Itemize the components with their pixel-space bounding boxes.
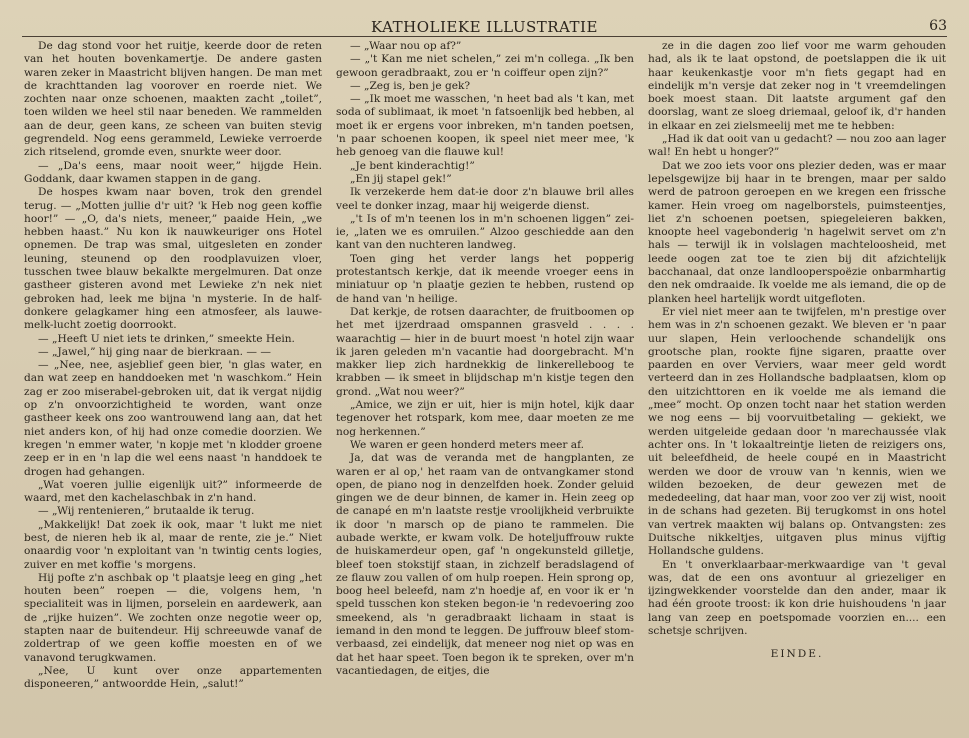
- column-3: [648, 40, 946, 734]
- paragraph: — „Ik moet me wasschen, 'n heet bad als 't kan, met soda of sublimaat, ik moet 'n fatsoenlijk bed hebben, al moet ik er ergens voor inbreken, m'n tanden poetsen, 'n paar schoenen koopen, ik speel niet meer mee, 'k heb genoeg van die flauwe kul!: [336, 93, 634, 159]
- paragraph: ze in die dagen zoo lief voor me warm gehouden had, als ik te laat opstond, de poetslappen die ik uit haar keukenkastje voor m'n fiets gegapt had en eindelijk m'n versje dat zeker nog in 't vreemdelingen boek moest staan. Dit laatste argument gaf den doorslag, want ze sloeg driemaal, geloof ik, d'r handen in elkaar en zei zielsmeelij met me te hebben:: [648, 40, 946, 132]
- paragraph: Toen ging het verder langs het popperig protestantsch kerkje, dat ik meende vroeger eens in miniatuur op 'n plaatje gezien te hebben, rustend op de hand van 'n heilige.: [336, 252, 634, 305]
- paragraph: „Wat voeren jullie eigenlijk uit?” informeerde de waard, met den kachelaschbak in z'n hand.: [24, 478, 322, 505]
- paragraph: We waren er geen honderd meters meer af.: [350, 438, 585, 451]
- page-number: 63: [929, 18, 947, 34]
- paragraph: „Amice, we zijn er uit, hier is mijn hotel, kijk daar tegenover het rotspark, kom mee, daar moeten ze me nog herkennen.”: [336, 399, 634, 438]
- column-2: [336, 40, 634, 734]
- paragraph: „'t Is of m'n teenen los in m'n schoenen liggen” zei-ie, „laten we es omruilen.” Alzoo geschiedde aan den kant van den nuchteren landweg.: [336, 212, 634, 252]
- paragraph: En 't onverklaarbaar-merkwaardige van 't geval was, dat de een ons avontuur al griezeliger en ijzingwekkender voorstelde dan den ander, maar ik had één groote troost: ik kon drie huishoudens 'n jaar lang van zeep en poetspomade voorzien en.... een schetsje schrijven.: [648, 558, 946, 638]
- paragraph: „Makkelijk! Dat zoek ik ook, maar 't lukt me niet best, de nieren heb ik al, maar de rente, zie je.” Niet onaardig voor 'n exploitant van 'n twintig cents logies, zuiver en met koffie 's morgens.: [24, 518, 322, 571]
- paragraph: „Nee, U kunt over onze appartementen disponeeren,” antwoordde Hein, „salut!”: [24, 664, 322, 691]
- paragraph: Ja, dat was de veranda met de hangplanten, ze waren er al op,' het raam van de ontvangkamer stond open, de piano nog in denzelfden hoek. Zonder geluid gingen we de deur binnen, de kamer in. Hein zeeg op de canapé en m'n laatste restje vroolijkheid verbruikte ik door 'n marsch op de piano te rammelen. Die aubade werkte, er kwam volk. De hoteljuffrouw rukte de huiskamerdeur open, gaf 'n ongekunsteld gilletje, bleef toen stokstijf staan, in zichzelf beradslagend of ze flauw zou vallen of om hulp roepen. Hein sprong op, boog heel beleefd, nam z'n hoedje af, en voor ik er 'n speld tusschen kon steken begon-ie 'n redevoering zoo smeekend, als 'n geradbraakt lichaam in staat is iemand in den mond te leggen. De juffrouw bleef stom-verbaasd, zei eindelijk, dat meneer nog niet op was en dat het haar speet. Toen begon ik te spreken, over m'n vacantiedagen, de eitjes, die: [336, 452, 634, 677]
- paragraph: — „Da's eens, maar nooit weer,” hijgde Hein. Goddank, daar kwamen stappen in de gang.: [24, 159, 322, 185]
- text-columns: [24, 40, 946, 734]
- paragraph: De hospes kwam naar boven, trok den grendel terug. — „Motten jullie d'r uit? 'k Heb nog geen koffie hoor!” — „O, da's niets, meneer,” paaide Hein, „we hebben haast.” Nu kon ik nauwkeuriger ons Hotel opnemen. De trap was smal, uitgesleten en zonder leuning, steunend op den roodplavuizen vloer, tusschen twee blauw bekalkte mergelmuren. Dat onze gastheer gisteren avond met Lewieke z'n nek niet gebroken had, leek me bijna 'n mysterie. In de half-donkere gelagkamer hing een atmosfeer, als lauwe-melk-lucht zoetig doorrookt.: [24, 186, 322, 332]
- paragraph: Dat we zoo iets voor ons plezier deden, was er maar lepelsgewijze bij haar in te brengen, maar per saldo werd de patroon geroepen en we kregen een frissche kamer. Hein vroeg om nagelborstels, puimsteentjes, liet z'n schoenen poetsen, spiegeleieren bakken, knoopte heel vagebonderig 'n hagelwit servet om z'n hals — terwijl ik in volslagen machteloosheid, met leede oogen zat toe te zien bij dit afzichtelijk bacchanaal, dat onze landlooperspoëzie onbarmhartig den nek omdraaide. Ik voelde me als iemand, die op de planken heel hartelijk wordt uitgefloten.: [648, 159, 946, 305]
- paragraph: „Had ik dat ooit van u gedacht? — nou zoo aan lager wal! En hebt u honger?”: [648, 133, 946, 159]
- paragraph: Ik verzekerde hem dat-ie door z'n blauwe bril alles veel te donker inzag, maar hij weigerde dienst.: [336, 186, 634, 212]
- paragraph: — „Heeft U niet iets te drinken,” smeekte Hein.: [38, 332, 295, 345]
- paragraph: — „Nee, nee, asjeblief geen bier, 'n glas water, en dan wat zeep en handdoeken met 'n waschkom.” Hein zag er zoo miserabel-gebroken uit, dat ik vergat nijdig op z'n onvoorzichtigheid te worden, want onze gastheer keek ons zoo wantrouwend lang aan, dat het niet anders kon, of hij had onze comedie doorzien. We kregen 'n emmer water, 'n kopje met 'n klodder groene zeep er in en 'n lap die wel eens naast 'n handdoek te drogen had gehangen.: [24, 359, 322, 478]
- paragraph: „Je bent kinderachtig!”: [350, 159, 475, 172]
- end-mark: EINDE.: [770, 648, 824, 661]
- paragraph: Hij pofte z'n aschbak op 't plaatsje leeg en ging „het houten been” roepen — die, volgens hem, 'n specialiteit was in lijmen, porselein en aardewerk, aan de „rijke huizen”. We zochten onze negotie weer op, stapten naar de buitendeur. Hij schreeuwde vanaf de zoldertrap of we geen koffie moesten en of we vanavond terugkwamen.: [24, 571, 322, 664]
- header-rule: [22, 36, 947, 37]
- paragraph: — „Jawel,” hij ging naar de bierkraan. — —: [38, 345, 271, 358]
- paragraph: „En jij stapel gek!”: [350, 172, 452, 185]
- paragraph: — „Waar nou op af?”: [350, 40, 462, 52]
- page-header: [0, 0, 969, 36]
- paragraph: — „Wij rentenieren,” brutaalde ik terug.: [38, 505, 255, 518]
- paragraph: — „'t Kan me niet schelen,” zei m'n collega. „Ik ben gewoon geradbraakt, zou er 'n coiffeur open zijn?”: [336, 53, 634, 79]
- running-title: KATHOLIEKE ILLUSTRATIE: [371, 18, 598, 36]
- paragraph: De dag stond voor het ruitje, keerde door de reten van het houten bovenkamertje. De andere gasten waren zeker in Maastricht blijven hangen. De man met de krachttanden lag voorover en roerde niet. We zochten naar onze schoenen, maakten zacht „toilet”, toen wilden we heel stil naar beneden. We rammelden aan de deur, geen kans, ze scheen van buiten stevig gegrendeld. Nog eens gerammeld, Lewieke verroerde zich ritselend, gromde even, snurkte weer door.: [24, 40, 322, 159]
- column-1: [24, 40, 322, 734]
- paragraph: Dat kerkje, de rotsen daarachter, de fruitboomen op het met ijzerdraad omspannen grasveld . . . . waarachtig — hier in de buurt moest 'n hotel zijn waar ik jaren geleden m'n vacantie had doorgebracht. M'n makker liep zich hardnekkig de linkerelleboog te krabben — ik smeet in blijdschap m'n kistje tegen den grond. „Wat nou weer?”: [336, 305, 634, 398]
- paragraph: — „Zeg is, ben je gek?: [350, 79, 471, 92]
- paragraph: Er viel niet meer aan te twijfelen, m'n prestige over hem was in z'n schoenen gezakt. We bleven er 'n paar uur slapen, Hein verloochende schandelijk ons grootsche plan, rookte fijne sigaren, praatte over paarden en over Verviers, waar meer geld wordt verteerd dan in zes Hollandsche badplaatsen, klom op den uitzichttoren en ik voelde me als iemand die „mee” mocht. Op onzen tocht naar het station werden we nog eens — bij voorvuitbetaling — gekiekt, we werden uitgeleide gedaan door 'n marechaussée vlak achter ons. In 't lokaaltreintje lieten de reizigers ons, uit beleefdheid, de heele coupé en in Maastricht werden we door de vrouw van 'n kennis, wien we wilden bezoeken, de deur gewezen met de mededeeling, dat haar man, voor zoo ver zij wist, nooit in de schans had gezeten. Bij terugkomst in ons hotel van vertrek maakten wij balans op. Ontvangsten: zes Duitsche nikkeltjes, uitgaven plus minus vijftig Hollandsche guldens.: [648, 305, 946, 558]
